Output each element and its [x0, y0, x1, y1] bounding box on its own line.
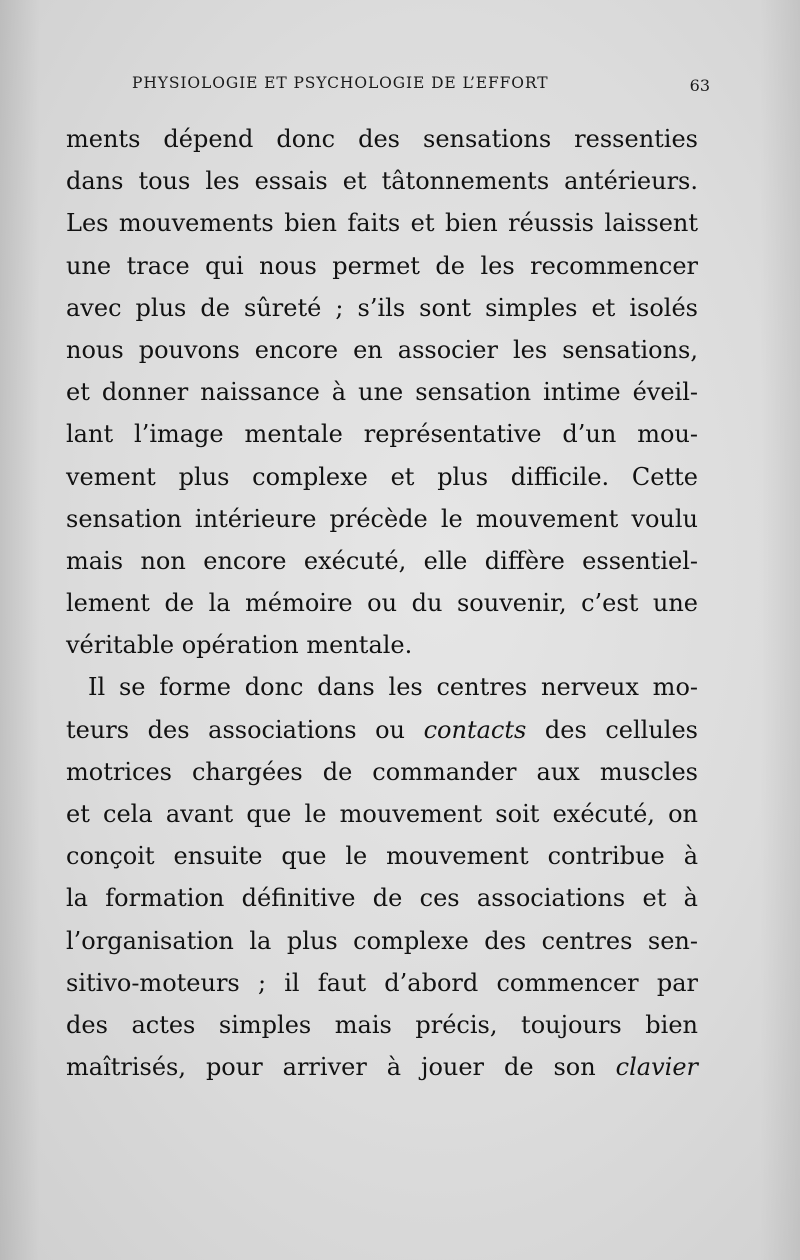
text-segment: maîtrisés, pour arriver à jouer de son	[66, 1053, 616, 1082]
text-line: ments dépend donc des sensations ressenties	[66, 125, 698, 153]
text-line: mais non encore exécuté, elle diffère essentiel-	[66, 546, 698, 575]
text-line: motrices chargées de commander aux muscles	[66, 757, 698, 786]
text-line: vement plus complexe et plus difficile. Cette	[66, 462, 698, 491]
text-line-with-italic	[66, 1046, 698, 1088]
text-line: nous pouvons encore en associer les sensations,	[66, 335, 698, 364]
text-line: l’organisation la plus complexe des centres sen-	[66, 926, 698, 955]
running-title: PHYSIOLOGIE ET PSYCHOLOGIE DE L’EFFORT	[132, 74, 549, 92]
text-line: une trace qui nous permet de les recommencer	[66, 251, 698, 280]
text-line: sensation intérieure précède le mouvement voulu	[66, 504, 698, 533]
page-left-shadow	[0, 0, 40, 1260]
text-line: conçoit ensuite que le mouvement contribue à	[66, 842, 698, 871]
paragraph-1	[66, 118, 698, 666]
text-line: véritable opération mentale.	[66, 631, 413, 660]
text-segment: teurs des associations ou	[66, 715, 424, 744]
text-line: avec plus de sûreté ; s’ils sont simples et isolés	[66, 293, 698, 322]
text-line: des actes simples mais précis, toujours bien	[66, 1010, 698, 1039]
italic-word: contacts	[423, 715, 527, 744]
page-right-shadow	[760, 0, 800, 1260]
page-number: 63	[689, 76, 710, 95]
text-line: la formation définitive de ces associations et à	[66, 884, 698, 913]
text-line: dans tous les essais et tâtonnements antérieurs.	[66, 167, 698, 196]
body-text	[66, 118, 698, 1088]
text-line: Il se forme donc dans les centres nerveux mo-	[88, 673, 698, 702]
text-line: Les mouvements bien faits et bien réussis laissent	[66, 209, 698, 238]
text-segment: des cellules	[526, 715, 698, 744]
text-line-with-italic	[66, 709, 698, 751]
running-header	[132, 74, 710, 104]
text-line: sitivo-moteurs ; il faut d’abord commencer par	[66, 968, 698, 997]
text-line: et donner naissance à une sensation intime éveil-	[66, 378, 698, 407]
text-line: lement de la mémoire ou du souvenir, c’est une	[66, 589, 698, 618]
italic-word: clavier	[615, 1053, 698, 1082]
text-line: lant l’image mentale représentative d’un mou-	[66, 420, 698, 449]
text-line: et cela avant que le mouvement soit exécuté, on	[66, 800, 698, 828]
paragraph-2	[66, 666, 698, 1088]
